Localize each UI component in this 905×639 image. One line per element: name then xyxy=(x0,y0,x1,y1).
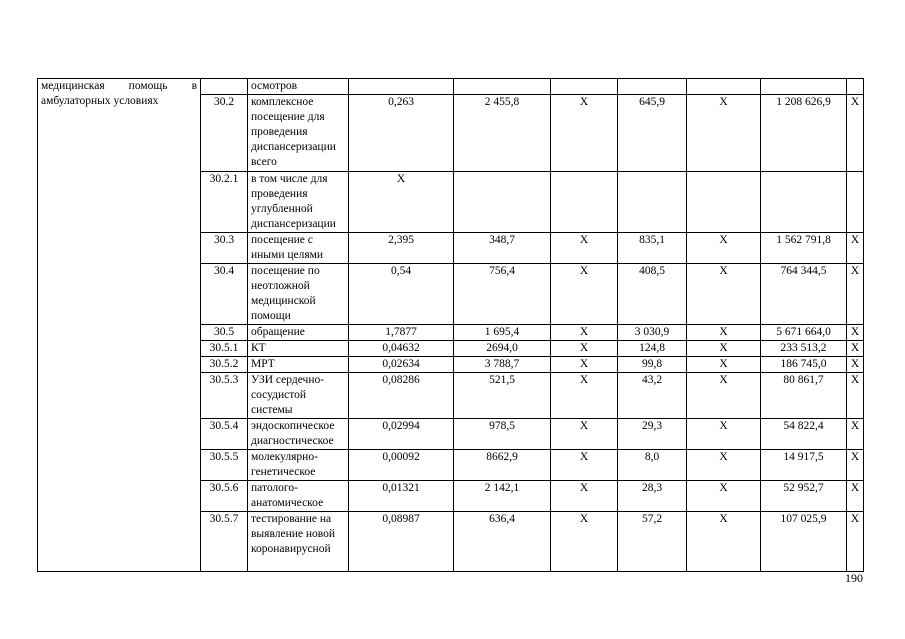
value-cell-c6 xyxy=(761,172,847,233)
value-cell-c3: X xyxy=(551,341,618,357)
value-cell-c4: 124,8 xyxy=(618,341,687,357)
value-cell-c6 xyxy=(761,79,847,95)
value-cell-c6: 764 344,5 xyxy=(761,264,847,325)
value-cell-c1: 0,263 xyxy=(349,95,454,172)
value-cell-c7: X xyxy=(847,450,864,481)
value-cell-c7: X xyxy=(847,325,864,341)
value-cell-c3: X xyxy=(551,325,618,341)
value-cell-c5: X xyxy=(687,357,761,373)
value-cell-c1: 0,04632 xyxy=(349,341,454,357)
value-cell-c6: 54 822,4 xyxy=(761,419,847,450)
value-cell-c5: X xyxy=(687,481,761,512)
row-number-cell: 30.5.2 xyxy=(201,357,248,373)
value-cell-c6: 5 671 664,0 xyxy=(761,325,847,341)
data-table xyxy=(37,78,864,572)
service-name-cell: УЗИ сердечно-сосудистой системы xyxy=(248,373,349,419)
service-name-cell: посещение с иными целями xyxy=(248,233,349,264)
row-number-cell: 30.2.1 xyxy=(201,172,248,233)
value-cell-c3: X xyxy=(551,233,618,264)
value-cell-c7: X xyxy=(847,373,864,419)
value-cell-c4: 645,9 xyxy=(618,95,687,172)
value-cell-c5: X xyxy=(687,450,761,481)
value-cell-c7: X xyxy=(847,264,864,325)
value-cell-c6: 107 025,9 xyxy=(761,512,847,572)
value-cell-c6: 186 745,0 xyxy=(761,357,847,373)
value-cell-c7: X xyxy=(847,233,864,264)
value-cell-c4: 8,0 xyxy=(618,450,687,481)
row-number-cell: 30.5.3 xyxy=(201,373,248,419)
value-cell-c3: X xyxy=(551,95,618,172)
value-cell-c5: X xyxy=(687,419,761,450)
value-cell-c1: 0,00092 xyxy=(349,450,454,481)
value-cell-c6: 80 861,7 xyxy=(761,373,847,419)
value-cell-c1: 1,7877 xyxy=(349,325,454,341)
value-cell-c4: 408,5 xyxy=(618,264,687,325)
row-number-cell: 30.3 xyxy=(201,233,248,264)
row-number-cell: 30.2 xyxy=(201,95,248,172)
value-cell-c7: X xyxy=(847,512,864,572)
service-name-cell: эндоскопическое диагностическое xyxy=(248,419,349,450)
value-cell-c2: 3 788,7 xyxy=(454,357,551,373)
value-cell-c5: X xyxy=(687,95,761,172)
table-body xyxy=(38,79,864,572)
value-cell-c2: 2 455,8 xyxy=(454,95,551,172)
value-cell-c3: X xyxy=(551,357,618,373)
row-number-cell: 30.5.7 xyxy=(201,512,248,572)
service-name-cell: молекулярно-генетическое xyxy=(248,450,349,481)
value-cell-c1: 0,02634 xyxy=(349,357,454,373)
service-name-cell: обращение xyxy=(248,325,349,341)
value-cell-c5: X xyxy=(687,341,761,357)
value-cell-c4: 3 030,9 xyxy=(618,325,687,341)
category-cell: медицинская помощь в амбулаторных условиях xyxy=(38,79,201,572)
service-name-cell: патолого-анатомическое xyxy=(248,481,349,512)
table-row xyxy=(38,79,864,95)
value-cell-c5: X xyxy=(687,233,761,264)
value-cell-c5 xyxy=(687,172,761,233)
value-cell-c5 xyxy=(687,79,761,95)
row-number-cell: 30.5.6 xyxy=(201,481,248,512)
value-cell-c4: 99,8 xyxy=(618,357,687,373)
value-cell-c1: X xyxy=(349,172,454,233)
page-number: 190 xyxy=(845,571,863,585)
value-cell-c3: X xyxy=(551,373,618,419)
row-number-cell: 30.5.4 xyxy=(201,419,248,450)
service-name-cell: КТ xyxy=(248,341,349,357)
value-cell-c2: 1 695,4 xyxy=(454,325,551,341)
value-cell-c3: X xyxy=(551,481,618,512)
service-name-cell: в том числе для проведения углубленной диспансеризации xyxy=(248,172,349,233)
value-cell-c4 xyxy=(618,79,687,95)
value-cell-c3: X xyxy=(551,264,618,325)
value-cell-c6: 52 952,7 xyxy=(761,481,847,512)
service-name-cell: МРТ xyxy=(248,357,349,373)
value-cell-c6: 1 208 626,9 xyxy=(761,95,847,172)
value-cell-c4: 57,2 xyxy=(618,512,687,572)
value-cell-c1: 0,01321 xyxy=(349,481,454,512)
value-cell-c2: 636,4 xyxy=(454,512,551,572)
row-number-cell: 30.4 xyxy=(201,264,248,325)
value-cell-c7: X xyxy=(847,357,864,373)
row-number-cell: 30.5.5 xyxy=(201,450,248,481)
value-cell-c6: 14 917,5 xyxy=(761,450,847,481)
value-cell-c2 xyxy=(454,79,551,95)
value-cell-c7: X xyxy=(847,481,864,512)
value-cell-c7 xyxy=(847,172,864,233)
value-cell-c4 xyxy=(618,172,687,233)
value-cell-c2: 521,5 xyxy=(454,373,551,419)
service-name-cell: посещение по неотложной медицинской помощи xyxy=(248,264,349,325)
value-cell-c2: 978,5 xyxy=(454,419,551,450)
value-cell-c3 xyxy=(551,79,618,95)
value-cell-c3: X xyxy=(551,512,618,572)
value-cell-c2: 8662,9 xyxy=(454,450,551,481)
service-name-cell: тестирование на выявление новой коронавирусной xyxy=(248,512,349,572)
value-cell-c1: 0,08286 xyxy=(349,373,454,419)
value-cell-c2: 348,7 xyxy=(454,233,551,264)
value-cell-c1: 0,08987 xyxy=(349,512,454,572)
value-cell-c2: 756,4 xyxy=(454,264,551,325)
value-cell-c1: 0,02994 xyxy=(349,419,454,450)
value-cell-c7 xyxy=(847,79,864,95)
value-cell-c3: X xyxy=(551,419,618,450)
row-number-cell xyxy=(201,79,248,95)
value-cell-c7: X xyxy=(847,341,864,357)
row-number-cell: 30.5 xyxy=(201,325,248,341)
value-cell-c7: X xyxy=(847,419,864,450)
value-cell-c4: 29,3 xyxy=(618,419,687,450)
service-name-cell: комплексное посещение для проведения диспансеризации всего xyxy=(248,95,349,172)
value-cell-c7: X xyxy=(847,95,864,172)
row-number-cell: 30.5.1 xyxy=(201,341,248,357)
value-cell-c2: 2 142,1 xyxy=(454,481,551,512)
value-cell-c3 xyxy=(551,172,618,233)
service-name-cell: осмотров xyxy=(248,79,349,95)
value-cell-c5: X xyxy=(687,325,761,341)
value-cell-c3: X xyxy=(551,450,618,481)
value-cell-c1 xyxy=(349,79,454,95)
value-cell-c2 xyxy=(454,172,551,233)
value-cell-c2: 2694,0 xyxy=(454,341,551,357)
value-cell-c5: X xyxy=(687,373,761,419)
value-cell-c4: 43,2 xyxy=(618,373,687,419)
value-cell-c6: 233 513,2 xyxy=(761,341,847,357)
value-cell-c4: 835,1 xyxy=(618,233,687,264)
value-cell-c1: 2,395 xyxy=(349,233,454,264)
value-cell-c4: 28,3 xyxy=(618,481,687,512)
value-cell-c6: 1 562 791,8 xyxy=(761,233,847,264)
value-cell-c5: X xyxy=(687,512,761,572)
value-cell-c1: 0,54 xyxy=(349,264,454,325)
value-cell-c5: X xyxy=(687,264,761,325)
